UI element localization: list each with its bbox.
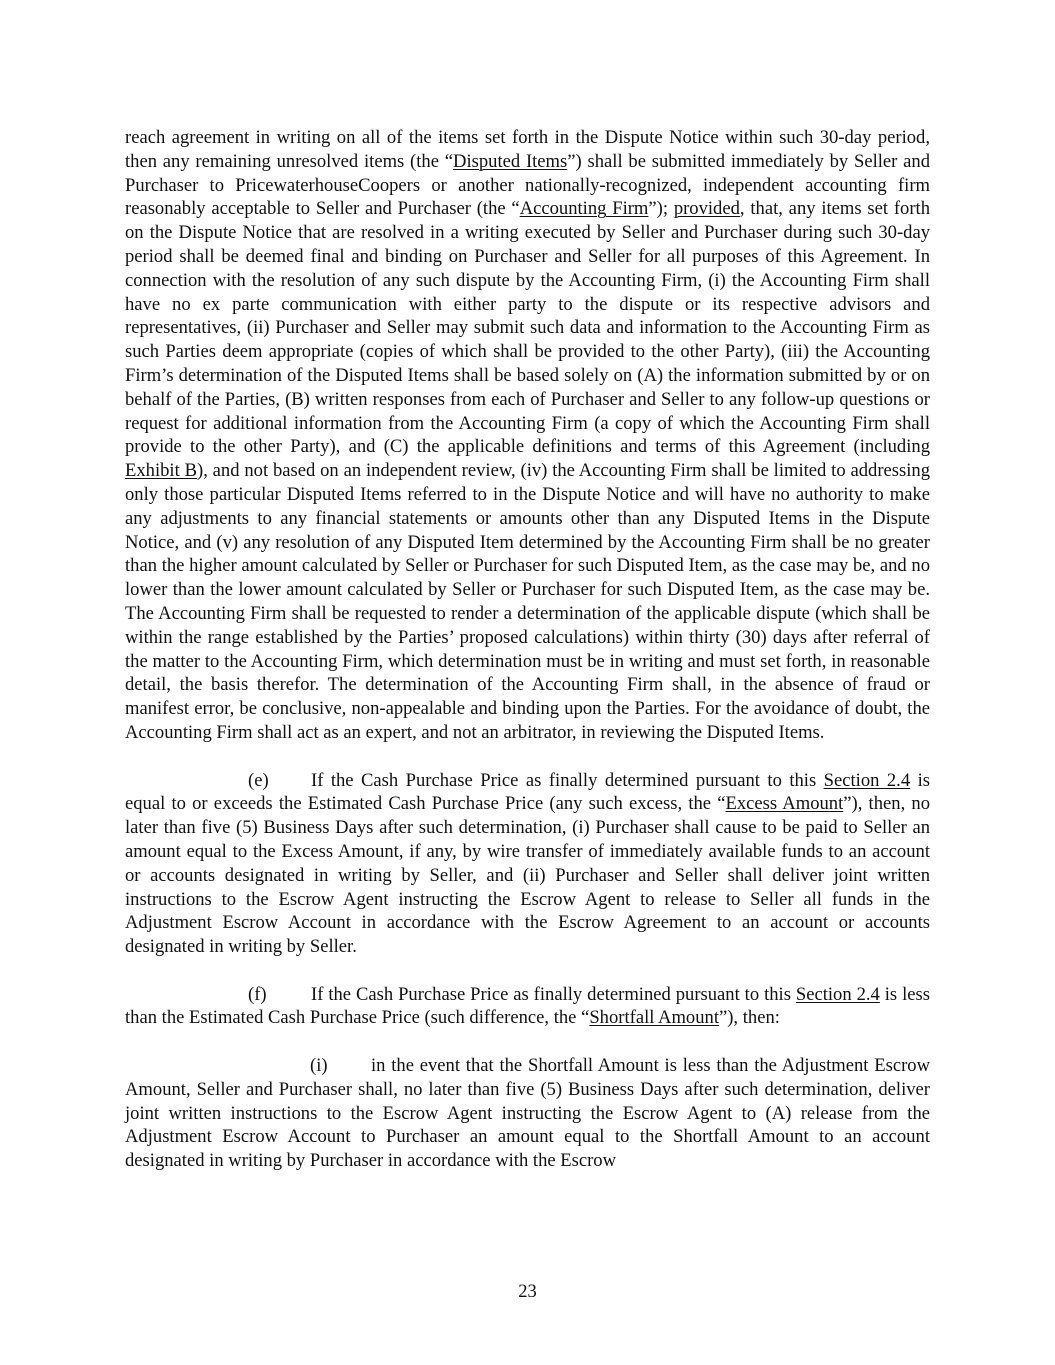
reference-section-2-4: Section 2.4 bbox=[795, 983, 880, 1005]
text: , that, any items set forth on the Dispute Notice that are resolved in a writing executed by Seller and Purchaser during such 30-day period shall be deemed final and binding on Purchaser and Seller for all purposes of this Agreement. In connection with the resolution of any such dispute by the Accounting Firm, (i) the Accounting Firm shall have no ex parte communication with either party to the dispute or its respective advisors and representatives, (ii) Purchaser and Seller may submit such data and information to the Accounting Firm as such Parties deem appropriate (copies of which shall be provided to the other Party), (iii) the Accounting Firm’s determination of the Disputed Items shall be based solely on (A) the information submitted by or on behalf of the Parties, (B) written responses from each of Purchaser and Seller to any follow-up questions or request for additional information from the Accounting Firm (a copy of which the Accounting Firm shall provide to the other Party), and (C) the applicable definitions and terms of this Agreement (including bbox=[125, 198, 930, 458]
paragraph-dispute-resolution bbox=[125, 126, 930, 745]
page-number: 23 bbox=[518, 1281, 537, 1302]
defined-term-shortfall-amount: Shortfall Amount bbox=[589, 1007, 719, 1029]
text: reach agreement in writing on all of the items set forth in the Dispute Notice within such 30-day period, then any remaining unresolved items (the “ bbox=[125, 127, 930, 172]
text: ”); bbox=[648, 198, 674, 220]
text: ”), then: bbox=[718, 1007, 780, 1029]
defined-term-excess-amount: Excess Amount bbox=[725, 793, 844, 815]
paragraph-gap bbox=[125, 959, 930, 983]
text: If the Cash Purchase Price as finally determined pursuant to this bbox=[311, 769, 824, 791]
text: ”) shall be submitted immediately by Seller and Purchaser to PricewaterhouseCoopers or another nationally-recognized, independent accounting firm reasonably acceptable to Seller and Purchaser (the “ bbox=[125, 150, 930, 220]
clause-label-f: (f) bbox=[248, 983, 267, 1005]
text: is less than the Estimated Cash Purchase Price (such difference, the “ bbox=[125, 983, 930, 1029]
text: If the Cash Purchase Price as finally determined pursuant to this bbox=[311, 983, 796, 1005]
paragraph-gap bbox=[125, 745, 930, 769]
reference-section-2-4: Section 2.4 bbox=[823, 769, 911, 791]
text: ”), then, no later than five (5) Business Days after such determination, (i) Purchaser shall cause to be paid to Seller an amount equal to the Excess Amount, if any, by wire transfer of immediately available funds to an account or accounts designated in writing by Seller, and (ii) Purchaser and Seller shall deliver joint written instructions to the Escrow Agent instructing the Escrow Agent to release to Seller all funds in the Adjustment Escrow Account in accordance with the Escrow Agreement to an account or accounts designated in writing by Seller. bbox=[125, 793, 931, 958]
document-body bbox=[125, 126, 930, 1173]
reference-exhibit-b: Exhibit B bbox=[125, 460, 197, 482]
term-provided: provided bbox=[673, 198, 740, 220]
text: is equal to or exceeds the Estimated Cash Purchase Price (any such excess, the “ bbox=[125, 769, 930, 815]
defined-term-accounting-firm: Accounting Firm bbox=[519, 198, 649, 220]
paragraph-f-i-shortfall-less bbox=[125, 1054, 930, 1173]
clause-label-i: (i) bbox=[310, 1055, 328, 1077]
clause-label-e: (e) bbox=[248, 769, 269, 791]
paragraph-e-excess-amount bbox=[125, 769, 930, 959]
paragraph-gap bbox=[125, 1030, 930, 1054]
paragraph-f-shortfall-amount bbox=[125, 983, 930, 1031]
text: ), and not based on an independent review, (iv) the Accounting Firm shall be limited to addressing only those particular Disputed Items referred to in the Dispute Notice and will have no authority to make any adjustments to any financial statements or amounts other than any Disputed Items in the Dispute Notice, and (v) any resolution of any Disputed Item determined by the Accounting Firm shall be no greater than the higher amount calculated by Seller or Purchaser for such Disputed Item, as the case may be, and no lower than the lower amount calculated by Seller or Purchaser for such Disputed Item, as the case may be. The Accounting Firm shall be requested to render a determination of the applicable dispute (which shall be within the range established by the Parties’ proposed calculations) within thirty (30) days after referral of the matter to the Accounting Firm, which determination must be in writing and must set forth, in reasonable detail, the basis therefor. The determination of the Accounting Firm shall, in the absence of fraud or manifest error, be conclusive, non-appealable and binding upon the Parties. For the avoidance of doubt, the Accounting Firm shall act as an expert, and not an arbitrator, in reviewing the Disputed Items. bbox=[125, 460, 931, 743]
text: in the event that the Shortfall Amount is less than the Adjustment Escrow Amount, Seller and Purchaser shall, no later than five (5) Business Days after such determination, deliver joint written instructions to the Escrow Agent instructing the Escrow Agent to (A) release from the Adjustment Escrow Account to Purchaser an amount equal to the Shortfall Amount to an account designated in writing by Purchaser in accordance with the Escrow bbox=[125, 1055, 930, 1172]
defined-term-disputed-items: Disputed Items bbox=[453, 150, 568, 172]
